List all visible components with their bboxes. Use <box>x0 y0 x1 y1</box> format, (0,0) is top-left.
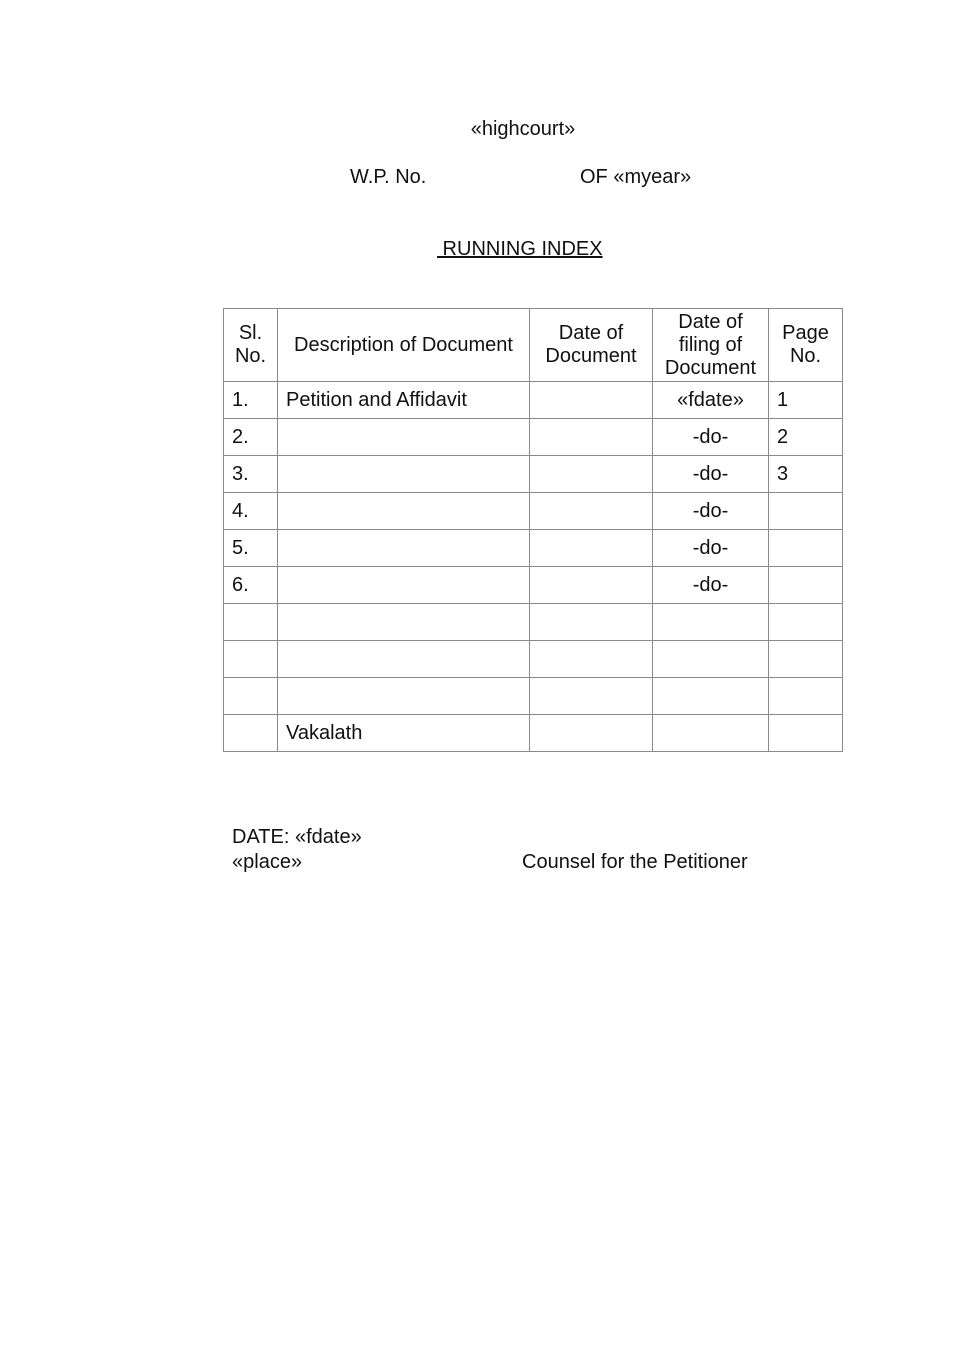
document-date-cell <box>530 456 653 493</box>
page-cell <box>769 493 843 530</box>
table-row <box>224 493 843 530</box>
sl-cell <box>224 604 278 641</box>
document-date-cell <box>530 530 653 567</box>
sl-cell: 6. <box>224 567 278 604</box>
table-row <box>224 567 843 604</box>
column-header-filing-date: Date of filing of Document <box>653 309 769 382</box>
court-name: «highcourt» <box>470 118 576 140</box>
sl-cell: 1. <box>224 382 278 419</box>
table-row <box>224 715 843 752</box>
document-date-cell <box>530 678 653 715</box>
sl-cell: 3. <box>224 456 278 493</box>
description-cell <box>278 456 530 493</box>
column-header-description: Description of Document <box>278 309 530 382</box>
document-date-cell <box>530 382 653 419</box>
page-cell <box>769 641 843 678</box>
description-cell: Petition and Affidavit <box>278 382 530 419</box>
table-row <box>224 530 843 567</box>
page-cell <box>769 715 843 752</box>
page-cell <box>769 678 843 715</box>
filing-date-cell: -do- <box>653 493 769 530</box>
running-index-table <box>223 308 843 752</box>
description-cell <box>278 567 530 604</box>
description-cell <box>278 678 530 715</box>
sl-cell <box>224 715 278 752</box>
counsel-signature-line: Counsel for the Petitioner <box>522 851 748 873</box>
document-date-cell <box>530 604 653 641</box>
description-cell <box>278 604 530 641</box>
wp-number-label: W.P. No. <box>350 166 427 188</box>
page-cell: 1 <box>769 382 843 419</box>
filing-date-cell <box>653 641 769 678</box>
document-date-cell <box>530 419 653 456</box>
filing-date-cell <box>653 715 769 752</box>
table-row <box>224 641 843 678</box>
description-cell <box>278 493 530 530</box>
filing-date-cell <box>653 678 769 715</box>
page-cell <box>769 604 843 641</box>
table-row <box>224 678 843 715</box>
description-cell <box>278 641 530 678</box>
filing-date-cell: -do- <box>653 456 769 493</box>
filing-date-cell: -do- <box>653 419 769 456</box>
table-row <box>224 419 843 456</box>
sl-cell <box>224 641 278 678</box>
year-label: OF «myear» <box>580 166 692 188</box>
page-title: RUNNING INDEX <box>437 238 603 260</box>
document-date-cell <box>530 493 653 530</box>
column-header-document-date: Date of Document <box>530 309 653 382</box>
page-cell: 2 <box>769 419 843 456</box>
filing-date-cell: «fdate» <box>653 382 769 419</box>
table-row <box>224 382 843 419</box>
column-header-sl-no: Sl. No. <box>224 309 278 382</box>
page-cell <box>769 530 843 567</box>
sl-cell: 4. <box>224 493 278 530</box>
date-line: DATE: «fdate» <box>232 826 362 848</box>
document-date-cell <box>530 641 653 678</box>
page-cell: 3 <box>769 456 843 493</box>
description-cell: Vakalath <box>278 715 530 752</box>
filing-date-cell: -do- <box>653 567 769 604</box>
sl-cell: 5. <box>224 530 278 567</box>
table-header-row <box>224 309 843 382</box>
table-row <box>224 604 843 641</box>
document-date-cell <box>530 715 653 752</box>
description-cell <box>278 530 530 567</box>
place-line: «place» <box>232 851 303 873</box>
table-row <box>224 456 843 493</box>
filing-date-cell: -do- <box>653 530 769 567</box>
page-cell <box>769 567 843 604</box>
column-header-page-no: Page No. <box>769 309 843 382</box>
document-date-cell <box>530 567 653 604</box>
sl-cell <box>224 678 278 715</box>
description-cell <box>278 419 530 456</box>
filing-date-cell <box>653 604 769 641</box>
sl-cell: 2. <box>224 419 278 456</box>
